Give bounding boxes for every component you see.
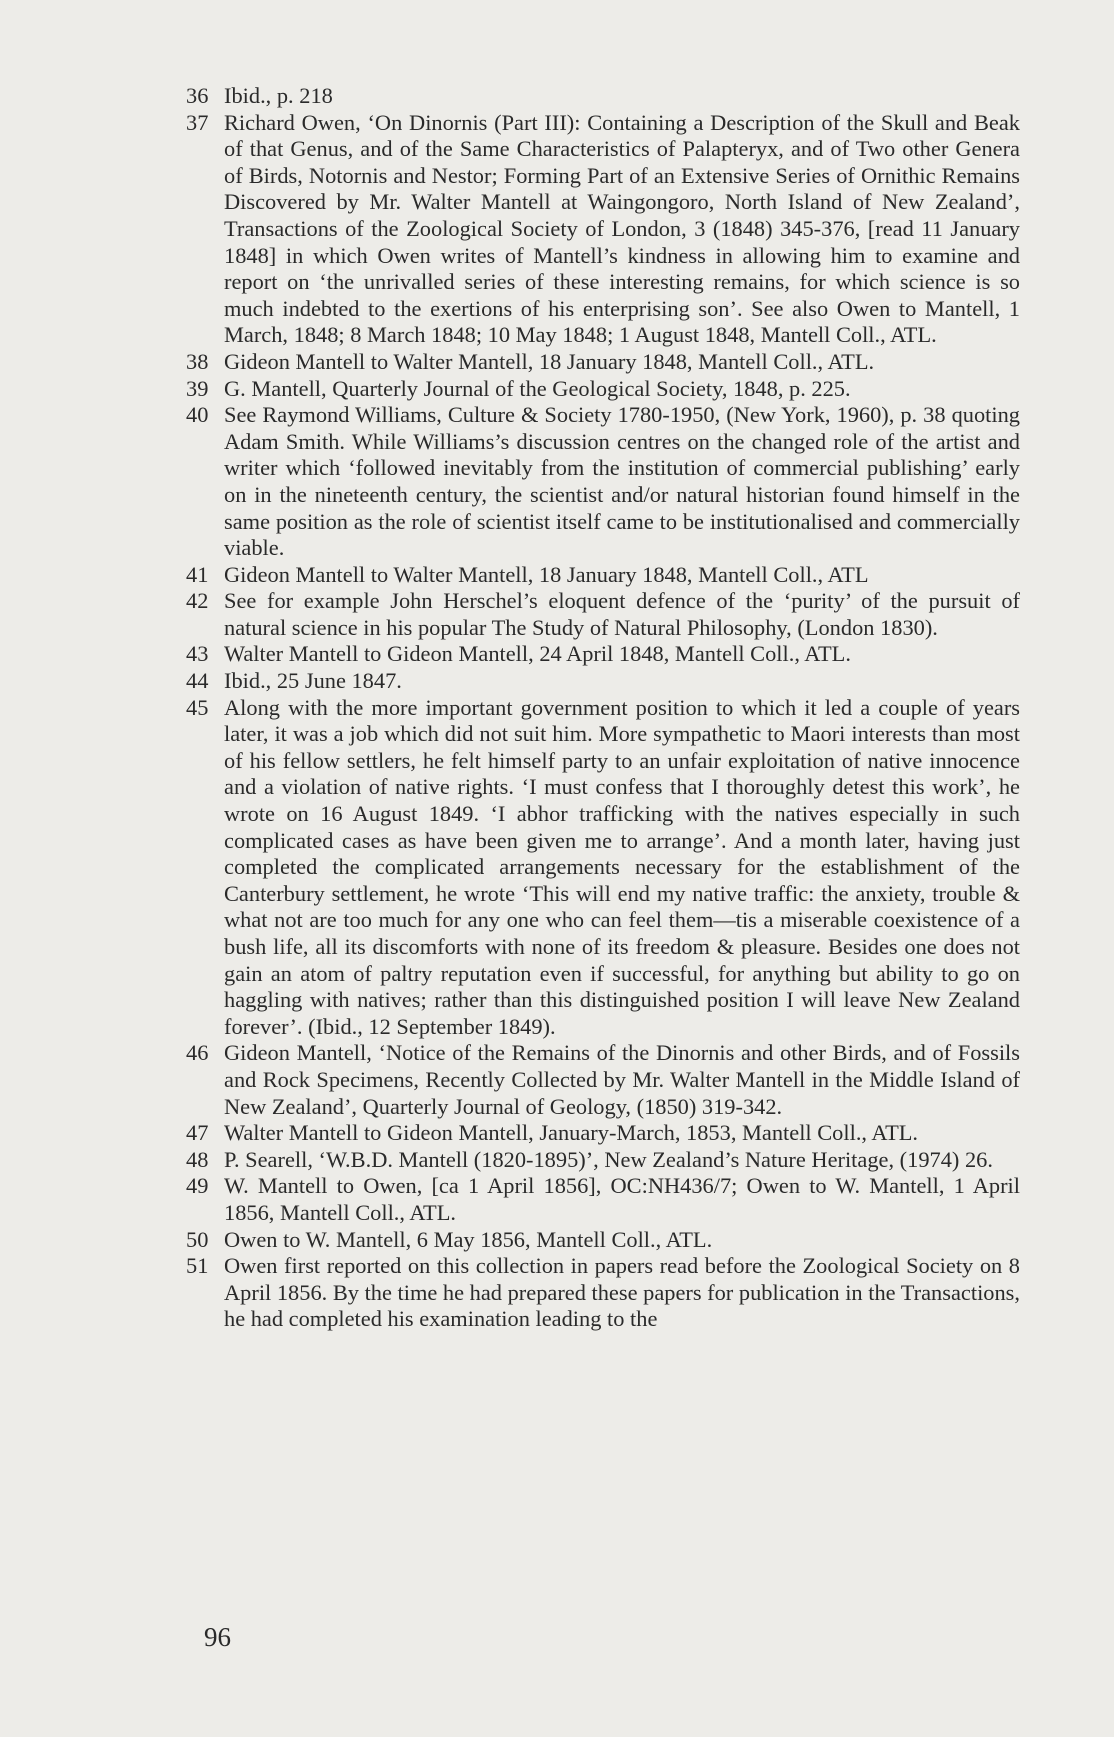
endnote-text: Owen to W. Mantell, 6 May 1856, Mantell Coll., ATL.	[224, 1226, 713, 1252]
endnote	[186, 1253, 1020, 1333]
endnote-text: Along with the more important government position to which it led a couple of years later, it was a job which did not suit him. More sympathetic to Maori interests than most of his fellow settlers, he felt himself party to an unfair exploitation of native innocence and a violation of native rights. ‘I must confess that I thoroughly detest this work’, he wrote on 16 August 1849. ‘I abhor trafficking with the natives especially in such complicated cases as have been given me to arrange’. And a month later, having just completed the complicated arrangements necessary for the establishment of the Canterbury settlement, he wrote ‘This will end my native traffic: the anxiety, trouble & what not are too much for any one who can feel them—tis a miserable coexistence of a bush life, all its discomforts with none of its freedom & pleasure. Besides one does not gain an atom of paltry reputation even if successful, for anything but ability to go on haggling with natives; rather than this distinguished position I will leave New Zealand forever’. (Ibid., 12 September 1849).	[224, 694, 1020, 1039]
endnote-text: Walter Mantell to Gideon Mantell, 24 April 1848, Mantell Coll., ATL.	[224, 641, 851, 667]
endnote-number: 40	[186, 402, 209, 428]
endnote	[186, 695, 1020, 1041]
endnote-text: Owen first reported on this collection in papers read before the Zoological Society on 8 April 1856. By the time he had prepared these papers for publication in the Transactions, he had completed his examination leading to the	[224, 1253, 1020, 1332]
endnote-text: P. Searell, ‘W.B.D. Mantell (1820-1895)’, New Zealand’s Nature Heritage, (1974) 26.	[224, 1146, 993, 1172]
endnote-text: Walter Mantell to Gideon Mantell, January-March, 1853, Mantell Coll., ATL.	[224, 1120, 919, 1146]
endnote	[186, 1040, 1020, 1120]
endnote	[186, 83, 1020, 110]
endnote	[186, 588, 1020, 641]
endnotes-list	[186, 83, 1020, 1333]
endnote-number: 44	[186, 668, 209, 694]
endnote-number: 42	[186, 588, 209, 614]
endnote-text: See for example John Herschel’s eloquent defence of the ‘purity’ of the pursuit of natural science in his popular The Study of Natural Philosophy, (London 1830).	[224, 588, 1020, 640]
endnote-text: Ibid., 25 June 1847.	[224, 668, 402, 694]
endnote-number: 51	[186, 1253, 209, 1279]
endnote-text: W. Mantell to Owen, [ca 1 April 1856], OC:NH436/7; Owen to W. Mantell, 1 April 1856, Mantell Coll., ATL.	[224, 1173, 1020, 1225]
endnote-number: 38	[186, 348, 209, 374]
endnote	[186, 1227, 1020, 1254]
endnote-text: Gideon Mantell to Walter Mantell, 18 January 1848, Mantell Coll., ATL.	[224, 348, 875, 374]
endnote	[186, 641, 1020, 668]
endnote-number: 48	[186, 1146, 209, 1172]
endnote	[186, 1120, 1020, 1147]
endnote-number: 45	[186, 694, 209, 720]
endnote-text: Gideon Mantell to Walter Mantell, 18 January 1848, Mantell Coll., ATL	[224, 561, 869, 587]
endnote-number: 41	[186, 561, 209, 587]
endnote	[186, 1147, 1020, 1174]
endnote-number: 39	[186, 375, 209, 401]
endnote	[186, 562, 1020, 589]
endnote	[186, 668, 1020, 695]
endnote-number: 36	[186, 83, 209, 108]
endnote-text: Richard Owen, ‘On Dinornis (Part III): Containing a Description of the Skull and Beak of that Genus, and of the Same Characteristics of Palapteryx, and of Two other Genera of Birds, Notornis and Nestor; Forming Part of an Extensive Series of Ornithic Remains Discovered by Mr. Walter Mantell at Waingongoro, North Island of New Zealand’, Transactions of the Zoological Society of London, 3 (1848) 345-376, [read 11 January 1848] in which Owen writes of Mantell’s kindness in allowing him to examine and report on ‘the unrivalled series of these interesting remains, for which science is so much indebted to the exertions of his enterprising son’. See also Owen to Mantell, 1 March, 1848; 8 March 1848; 10 May 1848; 1 August 1848, Mantell Coll., ATL.	[224, 109, 1020, 348]
endnote-number: 49	[186, 1173, 209, 1199]
endnote	[186, 376, 1020, 403]
endnote-number: 37	[186, 109, 209, 135]
endnote-text: See Raymond Williams, Culture & Society 1780-1950, (New York, 1960), p. 38 quoting Adam Smith. While Williams’s discussion centres on the changed role of the artist and writer which ‘followed inevitably from the institution of commercial publishing’ early on in the nineteenth century, the scientist and/or natural historian found himself in the same position as the role of scientist itself came to be institutionalised and commercially viable.	[224, 402, 1020, 561]
endnote	[186, 402, 1020, 562]
page-number: 96	[204, 1622, 231, 1652]
endnote-text: Gideon Mantell, ‘Notice of the Remains of the Dinornis and other Birds, and of Fossils and Rock Specimens, Recently Collected by Mr. Walter Mantell in the Middle Island of New Zealand’, Quarterly Journal of Geology, (1850) 319-342.	[224, 1040, 1020, 1119]
endnote-number: 43	[186, 641, 209, 667]
endnote	[186, 110, 1020, 349]
endnote-number: 50	[186, 1226, 209, 1252]
endnote-number: 47	[186, 1120, 209, 1146]
endnote-number: 46	[186, 1040, 209, 1066]
endnote	[186, 1173, 1020, 1226]
endnote-text: Ibid., p. 218	[224, 83, 333, 108]
endnote	[186, 349, 1020, 376]
endnote-text: G. Mantell, Quarterly Journal of the Geological Society, 1848, p. 225.	[224, 375, 851, 401]
